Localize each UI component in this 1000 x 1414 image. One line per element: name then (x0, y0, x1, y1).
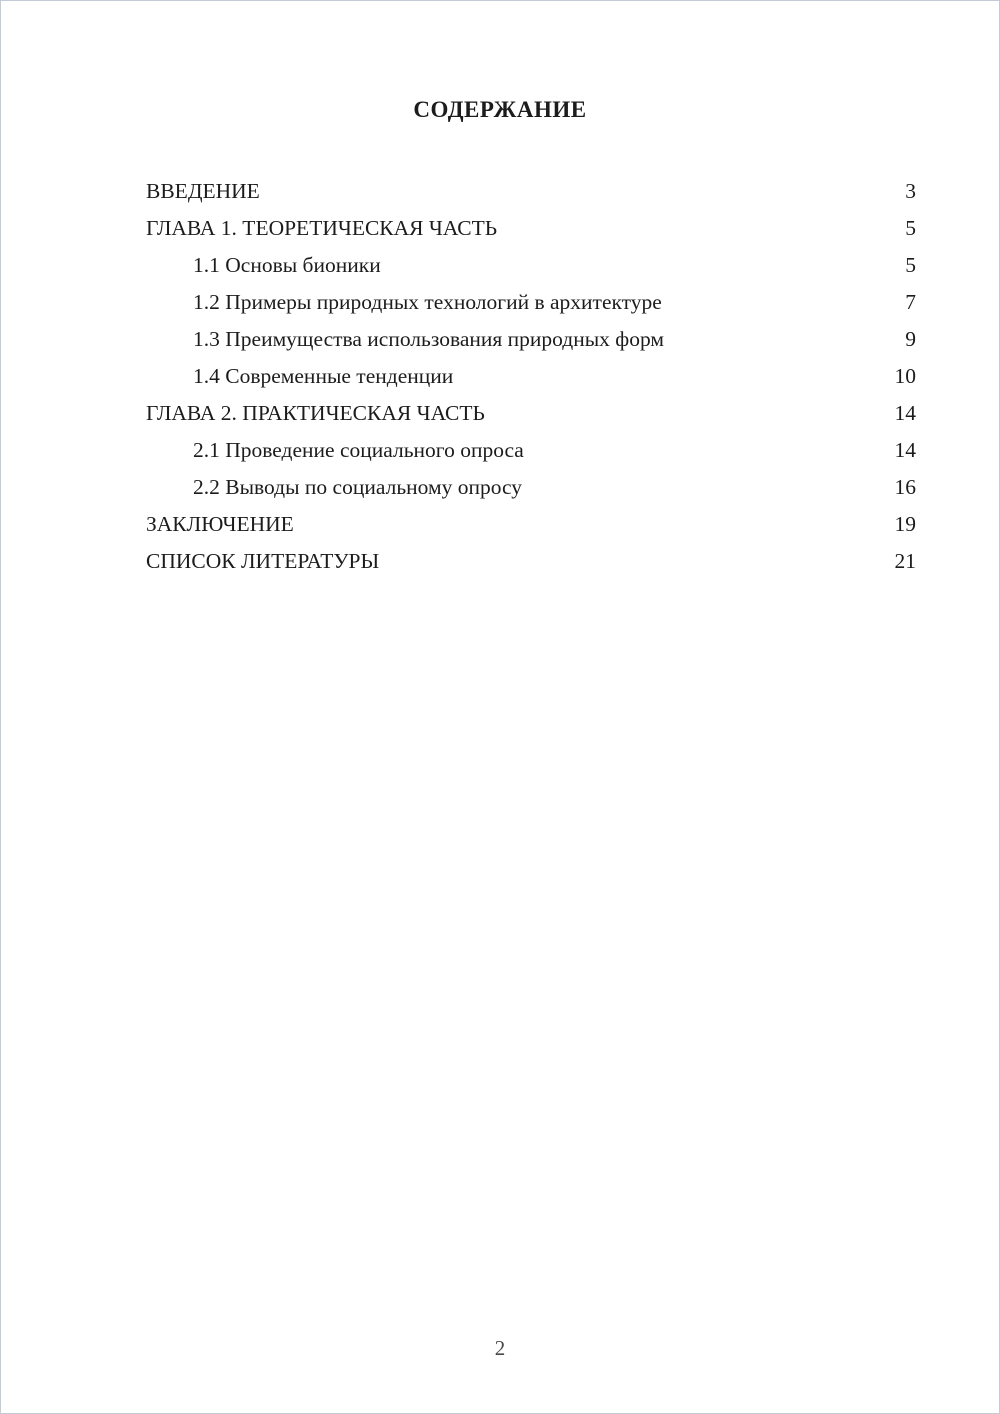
page-number: 2 (494, 1336, 506, 1360)
toc-entry-label: 1.2 Примеры природных технологий в архитектуре (193, 290, 662, 314)
toc-entry-label: ГЛАВА 1. ТЕОРЕТИЧЕСКАЯ ЧАСТЬ (146, 216, 498, 240)
toc-entry-label: ЗАКЛЮЧЕНИЕ (146, 512, 294, 536)
toc-entry-label: 1.3 Преимущества использования природных форм (193, 327, 665, 351)
toc-entry-page: 21 (894, 549, 916, 573)
toc-entry-page: 14 (894, 401, 916, 425)
toc-entry (146, 321, 916, 358)
toc-entry-label: ВВЕДЕНИЕ (146, 179, 260, 203)
toc-entry-label: 2.1 Проведение социального опроса (193, 438, 524, 462)
table-of-contents (1, 173, 999, 580)
toc-entry-label: 1.4 Современные тенденции (193, 364, 454, 388)
toc-entry-label: 2.2 Выводы по социальному опросу (193, 475, 523, 499)
toc-entry (146, 469, 916, 506)
toc-entry-page: 19 (894, 512, 916, 536)
toc-entry (146, 395, 916, 432)
toc-entry-label: ГЛАВА 2. ПРАКТИЧЕСКАЯ ЧАСТЬ (146, 401, 485, 425)
toc-entry-page: 5 (905, 216, 916, 240)
toc-entry-page: 14 (894, 438, 916, 462)
toc-entry (146, 210, 916, 247)
toc-entry-page: 7 (905, 290, 916, 314)
toc-entry-page: 9 (905, 327, 916, 351)
toc-entry (146, 543, 916, 580)
toc-entry (146, 432, 916, 469)
toc-entry (146, 506, 916, 543)
toc-entry (146, 284, 916, 321)
toc-entry-label: 1.1 Основы бионики (193, 253, 381, 277)
toc-entry-page: 5 (905, 253, 916, 277)
toc-entry (146, 358, 916, 395)
toc-entry-label: СПИСОК ЛИТЕРАТУРЫ (146, 549, 380, 573)
toc-entry-page: 16 (894, 475, 916, 499)
toc-entry-page: 3 (905, 179, 916, 203)
toc-entry (146, 173, 916, 210)
toc-entry-page: 10 (894, 364, 916, 388)
toc-entry (146, 247, 916, 284)
page-title: СОДЕРЖАНИЕ (413, 97, 587, 122)
